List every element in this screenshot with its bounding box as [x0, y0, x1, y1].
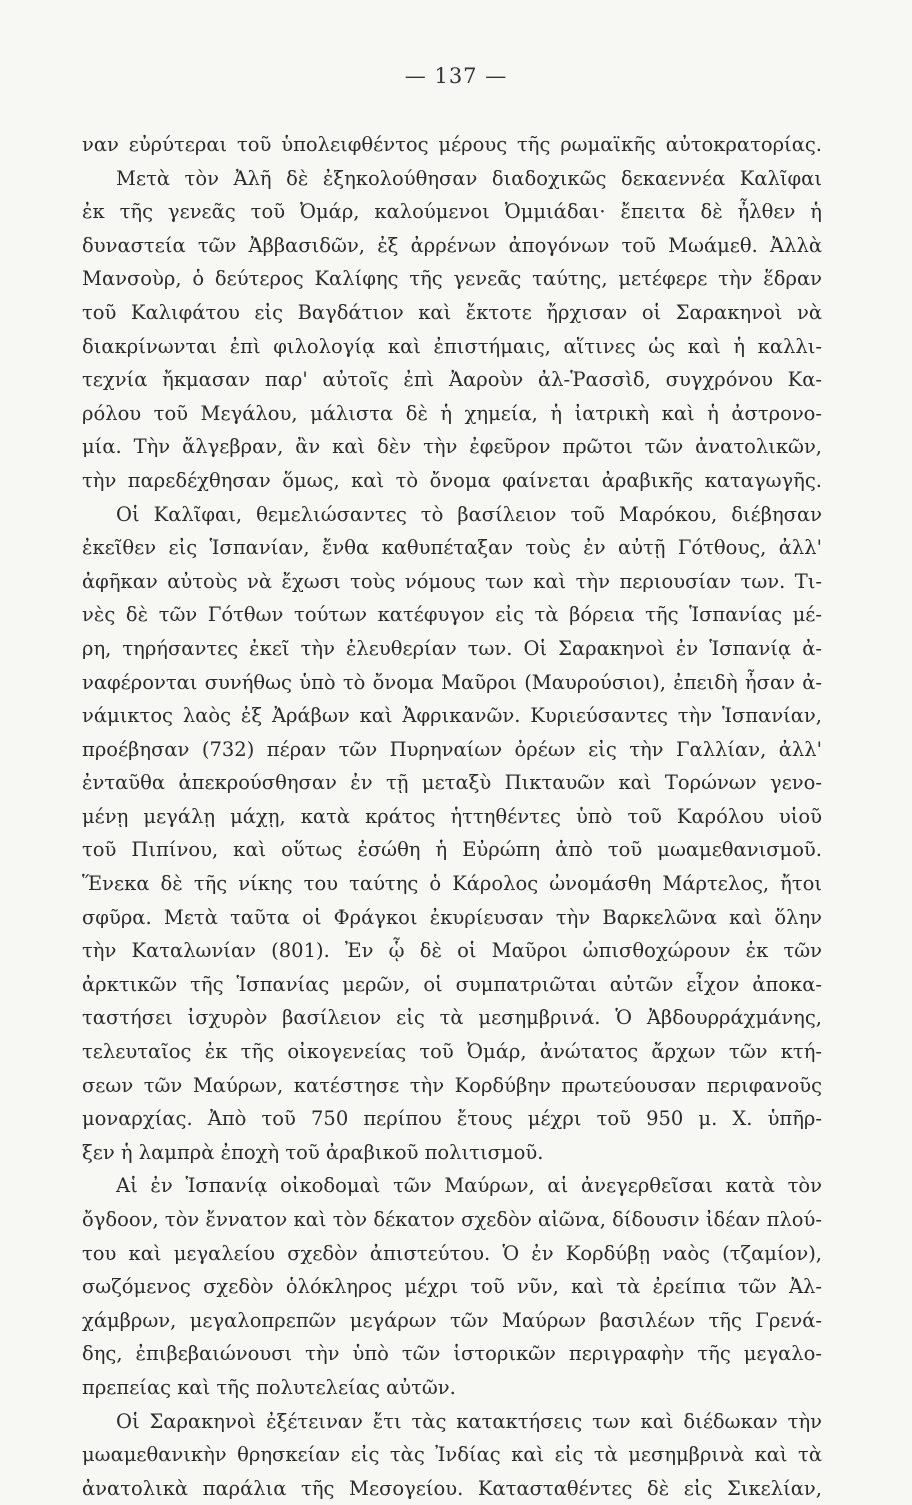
text-line: ρόλου τοῦ Μεγάλου, μάλιστα δὲ ἡ χημεία, ἡ ἰατρικὴ καὶ ἡ ἀστρονο- — [82, 401, 822, 425]
text-line: χάμβρων, μεγαλοπρεπῶν μεγάρων τῶν Μαύρων βασιλέων τῆς Γρενά- — [82, 1308, 822, 1332]
text-line: δυναστεία τῶν Ἀββασιδῶν, ἐξ ἀρρένων ἀπογόνων τοῦ Μωάμεθ. Ἀλλὰ — [82, 233, 822, 257]
text-line: Οἱ Καλῖφαι, θεμελιώσαντες τὸ βασίλειον τοῦ Μαρόκου, διέβησαν — [116, 502, 822, 526]
text-line: τοῦ Καλιφάτου εἰς Βαγδάτιον καὶ ἔκτοτε ἤρχισαν οἱ Σαρακηνοὶ νὰ — [82, 300, 822, 324]
text-line: ρη, τηρήσαντες ἐκεῖ τὴν ἐλευθερίαν των. Οἱ Σαρακηνοὶ ἐν Ἱσπανίᾳ ἀ- — [82, 636, 822, 660]
text-line: τὴν Καταλωνίαν (801). Ἐν ᾧ δὲ οἱ Μαῦροι ὠπισθοχώρουν ἐκ τῶν — [82, 939, 822, 963]
text-line: του καὶ μεγαλείου σχεδὸν ἀπιστεύτου. Ὁ ἐν Κορδύβῃ ναὸς (τζαμίον), — [82, 1241, 822, 1265]
text-line: ναν εὐρύτεραι τοῦ ὑπολειφθέντος μέρους τῆς ρωμαϊκῆς αὐτοκρατορίας. — [82, 133, 822, 156]
text-line: δης, ἐπιβεβαιώνουσι τὴν ὑπὸ τῶν ἱστορικῶν περιγραφὴν τῆς μεγαλο- — [82, 1342, 822, 1366]
text-line: ἐνταῦθα ἀπεκρούσθησαν ἐν τῇ μεταξὺ Πικταυῶν καὶ Τορώνων γενο- — [82, 771, 822, 795]
text-line: ναφέρονται συνήθως ὑπὸ τὸ ὄνομα Μαῦροι (Μαυρούσιοι), ἐπειδὴ ἦσαν ἀ- — [82, 670, 822, 694]
text-line: μοναρχίας. Ἀπὸ τοῦ 750 περίπου ἔτους μέχρι τοῦ 950 μ. Χ. ὑπῆρ- — [82, 1107, 822, 1131]
text-line: Ἕνεκα δὲ τῆς νίκης του ταύτης ὁ Κάρολος ὠνομάσθη Μάρτελος, ἤτοι — [82, 872, 822, 896]
text-line: ἀφῆκαν αὐτοὺς νὰ ἔχωσι τοὺς νόμους των καὶ τὴν περιουσίαν των. Τι- — [82, 569, 822, 593]
text-line: σωζόμενος σχεδὸν ὁλόκληρος μέχρι τοῦ νῦν, καὶ τὰ ἐρείπια τῶν Ἀλ- — [82, 1275, 822, 1299]
text-line: διακρίνωνται ἐπὶ φιλολογίᾳ καὶ ἐπιστήμαις, αἵτινες ὡς καὶ ἡ καλλι- — [82, 334, 822, 358]
text-line: προέβησαν (732) πέραν τῶν Πυρηναίων ὀρέων εἰς τὴν Γαλλίαν, ἀλλ' — [82, 737, 822, 761]
text-line: Μανσοὺρ, ὁ δεύτερος Καλίφης τῆς γενεᾶς ταύτης, μετέφερε τὴν ἕδραν — [82, 267, 822, 291]
text-line: Μετὰ τὸν Ἀλῆ δὲ ἐξηκολούθησαν διαδοχικῶς δεκαεννέα Καλῖφαι — [116, 166, 822, 190]
text-line: τεχνία ἤκμασαν παρ' αὐτοῖς ἐπὶ Ἀαροὺν ἀλ-Ῥασσὶδ, συγχρόνου Κα- — [82, 368, 822, 392]
body-text — [82, 128, 822, 1505]
text-line: τοῦ Πιπίνου, καὶ οὕτως ἐσώθη ἡ Εὐρώπη ἀπὸ τοῦ μωαμεθανισμοῦ. — [82, 838, 822, 862]
text-line: τελευταῖος ἐκ τῆς οἰκογενείας τοῦ Ὀμάρ, ἀνώτατος ἄρχων τῶν κτή- — [82, 1040, 822, 1064]
text-line: μένῃ μεγάλῃ μάχῃ, κατὰ κράτος ἡττηθέντες ὑπὸ τοῦ Καρόλου υἱοῦ — [82, 804, 822, 828]
text-line: ἐκ τῆς γενεᾶς τοῦ Ὀμάρ, καλούμενοι Ὀμμιάδαι· ἔπειτα δὲ ἦλθεν ἡ — [82, 200, 822, 224]
text-line: Αἱ ἐν Ἱσπανίᾳ οἰκοδομαὶ τῶν Μαύρων, αἱ ἀνεγερθεῖσαι κατὰ τὸν — [116, 1174, 822, 1198]
text-line: τὴν παρεδέχθησαν ὅμως, καὶ τὸ ὄνομα φαίνεται ἀραβικῆς καταγωγῆς. — [82, 468, 822, 492]
text-line: πρεπείας καὶ τῆς πολυτελείας αὐτῶν. — [82, 1375, 456, 1399]
text-line: ταστήσει ἰσχυρὸν βασίλειον εἰς τὰ μεσημβρινά. Ὁ Ἀβδουρράχμάνης, — [82, 1006, 822, 1030]
text-line: ἀνατολικὰ παράλια τῆς Μεσογείου. Κατασταθέντες δὲ εἰς Σικελίαν, — [82, 1476, 822, 1500]
text-line: Οἱ Σαρακηνοὶ ἐξέτειναν ἔτι τὰς κατακτήσεις των καὶ διέδωκαν τὴν — [116, 1409, 822, 1433]
text-line: ἐκεῖθεν εἰς Ἱσπανίαν, ἔνθα καθυπέταξαν τοὺς ἐν αὐτῇ Γότθους, ἀλλ' — [82, 536, 822, 560]
text-line: σφῦρα. Μετὰ ταῦτα οἱ Φράγκοι ἐκυρίευσαν τὴν Βαρκελῶνα καὶ ὅλην — [82, 905, 822, 929]
text-line: μωαμεθανικὴν θρησκείαν εἰς τὰς Ἰνδίας καὶ εἰς τὰ μεσημβρινὰ καὶ τὰ — [82, 1443, 822, 1467]
text-line: νάμικτος λαὸς ἐξ Ἀράβων καὶ Ἀφρικανῶν. Κυριεύσαντες τὴν Ἱσπανίαν, — [82, 704, 822, 728]
text-line: ὄγδοον, τὸν ἔννατον καὶ τὸν δέκατον σχεδὸν αἰῶνα, δίδουσιν ἰδέαν πλού- — [82, 1208, 822, 1231]
text-line: μία. Τὴν ἄλγεβραν, ἂν καὶ δὲν τὴν ἐφεῦρον πρῶτοι τῶν ἀνατολικῶν, — [82, 435, 822, 459]
text-line: σεων τῶν Μαύρων, κατέστησε τὴν Κορδύβην πρωτεύουσαν περιφανοῦς — [82, 1073, 822, 1097]
text-line: νὲς δὲ τῶν Γότθων τούτων κατέφυγον εἰς τὰ βόρεια τῆς Ἱσπανίας μέ- — [82, 603, 822, 627]
text-line: ξεν ἡ λαμπρὰ ἐποχὴ τοῦ ἀραβικοῦ πολιτισμοῦ. — [82, 1140, 544, 1164]
page-number: — 137 — — [404, 64, 508, 88]
text-line: ἀρκτικῶν τῆς Ἱσπανίας μερῶν, οἱ συμπατριῶται αὐτῶν εἶχον ἀποκα- — [82, 972, 822, 996]
